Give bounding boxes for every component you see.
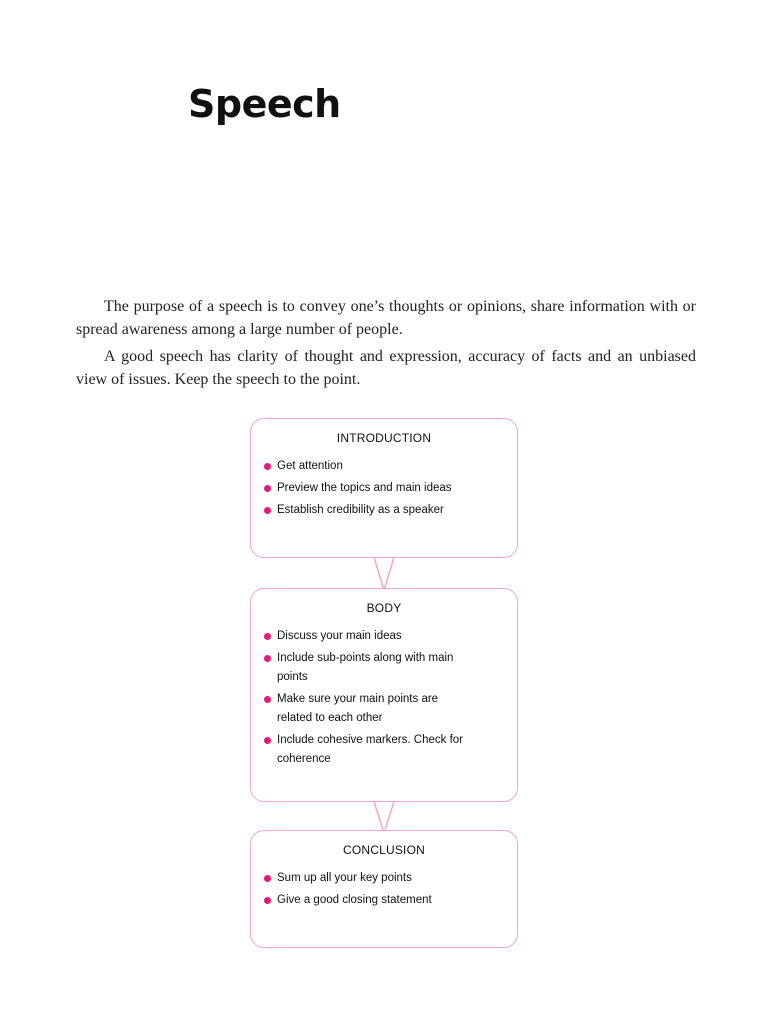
intro-text — [76, 295, 696, 395]
list-item-text: Get attention — [277, 460, 343, 472]
list-item-text: Include cohesive markers. Check for coherence — [277, 734, 463, 765]
list-item — [263, 501, 505, 520]
list-item-text: Give a good closing statement — [277, 894, 432, 906]
list-item — [263, 627, 463, 646]
list-item-text: Make sure your main points are related to each other — [277, 693, 439, 724]
introduction-box — [250, 418, 518, 558]
list-item — [263, 649, 463, 687]
bullet-icon — [264, 737, 271, 744]
list-item — [263, 869, 505, 888]
list-item-text: Sum up all your key points — [277, 872, 412, 884]
intro-paragraph-2: A good speech has clarity of thought and expression, accuracy of facts and an unbiased view of issues. Keep the speech to the point. — [76, 348, 696, 388]
body-box — [250, 588, 518, 802]
conclusion-list — [251, 869, 517, 910]
bullet-icon — [264, 655, 271, 662]
bullet-icon — [264, 463, 271, 470]
list-item — [263, 891, 505, 910]
list-item — [263, 690, 463, 728]
bullet-icon — [264, 897, 271, 904]
bullet-icon — [264, 633, 271, 640]
intro-paragraph-1: The purpose of a speech is to convey one’s thoughts or opinions, share information with or spread awareness among a large number of people. — [76, 298, 696, 338]
list-item — [263, 731, 463, 769]
bullet-icon — [264, 696, 271, 703]
bullet-icon — [264, 875, 271, 882]
bullet-icon — [264, 507, 271, 514]
list-item — [263, 479, 505, 498]
conclusion-box — [250, 830, 518, 948]
list-item — [263, 457, 505, 476]
list-item-text: Establish credibility as a speaker — [277, 504, 444, 516]
list-item-text: Discuss your main ideas — [277, 630, 402, 642]
body-title: BODY — [366, 601, 402, 615]
conclusion-title: CONCLUSION — [342, 843, 425, 857]
list-item-text: Preview the topics and main ideas — [277, 482, 452, 494]
introduction-list — [251, 457, 517, 520]
introduction-title: INTRODUCTION — [336, 431, 432, 445]
page-title: Speech — [188, 82, 341, 126]
list-item-text: Include sub-points along with main points — [277, 652, 454, 683]
bullet-icon — [264, 485, 271, 492]
body-list — [251, 627, 475, 769]
